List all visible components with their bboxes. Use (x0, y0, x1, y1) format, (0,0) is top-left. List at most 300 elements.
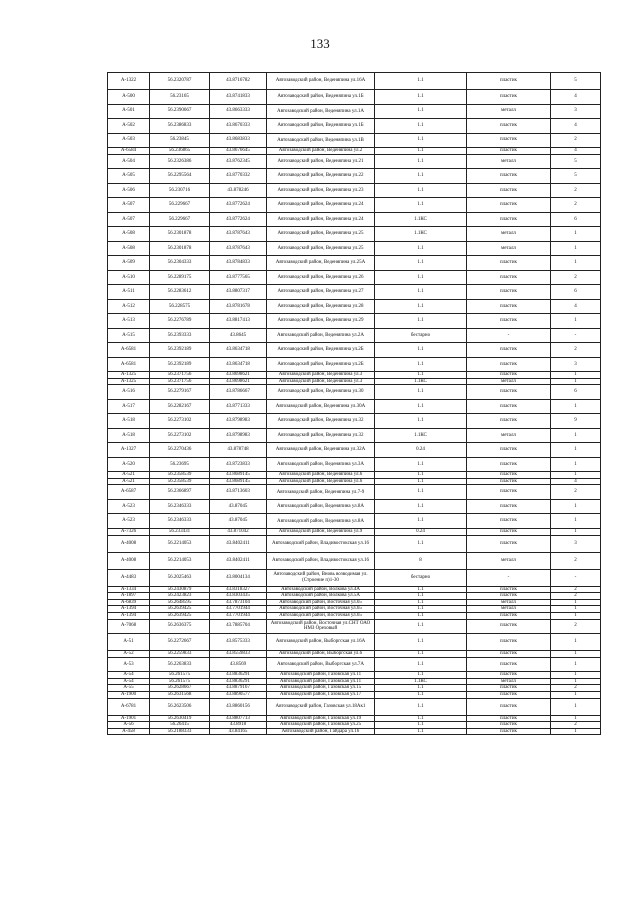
latitude-cell: 56.2639425 (150, 606, 210, 613)
material-cell: пластик (467, 586, 551, 593)
latitude-cell: 56.2631568 (150, 691, 210, 698)
volume-cell: 1.1 (375, 619, 467, 634)
volume-cell: 1.1 (375, 169, 467, 184)
address-cell: Автозаводский район, Веденяпина ул.27 (267, 285, 375, 300)
table-row (108, 399, 601, 414)
count-cell: 3 (551, 104, 601, 119)
latitude-cell: 56.2623506 (150, 698, 210, 715)
address-cell: Автозаводский район, Веденяпина ул.32А (267, 443, 375, 458)
site-id-cell: А-7068 (108, 619, 150, 634)
site-id-cell: А-516 (108, 385, 150, 400)
volume-cell: 1.1 (375, 385, 467, 400)
latitude-cell: 56.2272667 (150, 634, 210, 651)
latitude-cell: 56.2358539 (150, 472, 210, 479)
volume-cell: 1.1 (375, 514, 467, 529)
address-cell: Автозаводский район, Восточная ул.65 (267, 606, 375, 613)
material-cell: пластик (467, 499, 551, 514)
material-cell: пластик (467, 685, 551, 692)
count-cell: 1 (551, 378, 601, 385)
address-cell: Автозаводский район, Веденяпина ул.1Б (267, 90, 375, 105)
material-cell: пластик (467, 478, 551, 485)
count-cell: 2 (551, 685, 601, 692)
address-cell: Автозаводский район, Восточная ул.СНТ ОАО НМЗ Ореховый (267, 619, 375, 634)
material-cell: пластик (467, 651, 551, 658)
address-cell: Автозаводский район, Газовская ул.15 (267, 685, 375, 692)
page-number: 133 (310, 36, 330, 51)
count-cell: - (551, 328, 601, 343)
site-id-cell: А-503 (108, 133, 150, 148)
address-cell: Автозаводский район, Веденяпина ул.1В (267, 133, 375, 148)
latitude-cell: 56.2630419 (150, 715, 210, 722)
longitude-cell: 43.8781678 (210, 299, 267, 314)
address-cell: Автозаводский район, Веденяпина ул.2Б (267, 343, 375, 358)
table-row (108, 612, 601, 619)
site-id-cell: А-7326 (108, 528, 150, 535)
table-row (108, 119, 601, 134)
count-cell: 3 (551, 357, 601, 372)
count-cell: 6 (551, 285, 601, 300)
address-cell: Автозаводский район, Веденяпина ул.3 (267, 378, 375, 385)
longitude-cell: 43.7885704 (210, 619, 267, 634)
material-cell: металл (467, 227, 551, 242)
volume-cell: 1.1 (375, 599, 467, 606)
site-id-cell: А-523 (108, 514, 150, 529)
volume-cell: 1.1 (375, 634, 467, 651)
address-cell: Автозаводский район, Веденяпина ул.32 (267, 428, 375, 443)
address-cell: Автозаводский район, Владивостокская ул.16 (267, 535, 375, 552)
table-body (108, 73, 601, 735)
table-row (108, 691, 601, 698)
address-cell: Автозаводский район, Веденяпина ул.1Б (267, 119, 375, 134)
material-cell: пластик (467, 343, 551, 358)
address-cell: Автозаводский район, Веденяпина ул.3А (267, 457, 375, 472)
volume-cell: 1.1 (375, 612, 467, 619)
site-id-cell: А-508 (108, 227, 150, 242)
table-row (108, 90, 601, 105)
table-row (108, 698, 601, 715)
latitude-cell: 56.2639425 (150, 612, 210, 619)
site-id-cell: А-1394 (108, 612, 150, 619)
address-cell: Автозаводский район, Веденяпина ул.29 (267, 314, 375, 329)
longitude-cell: 43.8670333 (210, 119, 267, 134)
latitude-cell: 56.2366897 (150, 485, 210, 500)
address-cell: Автозаводский район, Веденяпина ул.16А (267, 73, 375, 90)
volume-cell: 1.1 (375, 357, 467, 372)
material-cell: металл (467, 378, 551, 385)
table-row (108, 457, 601, 472)
table-row (108, 514, 601, 529)
table-row (108, 169, 601, 184)
latitude-cell: 56.2392189 (150, 343, 210, 358)
count-cell: 1 (551, 514, 601, 529)
volume-cell: 1.1 (375, 672, 467, 679)
material-cell: пластик (467, 443, 551, 458)
latitude-cell: 56.261575 (150, 672, 210, 679)
volume-cell: 1.1КС (375, 212, 467, 227)
latitude-cell: 56.2289175 (150, 270, 210, 285)
latitude-cell: 56.2214053 (150, 552, 210, 569)
material-cell: пластик (467, 612, 551, 619)
latitude-cell: 56.2320787 (150, 73, 210, 90)
volume-cell: 1.1 (375, 728, 467, 735)
volume-cell: 1.1 (375, 314, 467, 329)
count-cell: 1 (551, 528, 601, 535)
table-row (108, 499, 601, 514)
volume-cell: бестарно (375, 328, 467, 343)
address-cell: Автозаводский район, Веденяпина ул.22 (267, 169, 375, 184)
volume-cell: 0.24 (375, 528, 467, 535)
latitude-cell: 56.2276789 (150, 314, 210, 329)
table-row (108, 73, 601, 90)
count-cell: 1 (551, 657, 601, 672)
site-id-cell: А-506 (108, 183, 150, 198)
latitude-cell: 56.2273102 (150, 414, 210, 429)
table-row (108, 104, 601, 119)
site-id-cell: А-6581 (108, 343, 150, 358)
count-cell: 1 (551, 399, 601, 414)
count-cell: 2 (551, 343, 601, 358)
table-row (108, 328, 601, 343)
address-cell: Автозаводский район, Газовская ул.11 (267, 678, 375, 685)
count-cell: 5 (551, 73, 601, 90)
count-cell: 1 (551, 634, 601, 651)
count-cell: 3 (551, 535, 601, 552)
volume-cell: 1.1 (375, 414, 467, 429)
latitude-cell: 56.2371756 (150, 378, 210, 385)
site-id-cell: А-1322 (108, 73, 150, 90)
longitude-cell: 43.8784833 (210, 256, 267, 271)
material-cell: металл (467, 552, 551, 569)
count-cell: 6 (551, 385, 601, 400)
longitude-cell: 43.8698621 (210, 378, 267, 385)
longitude-cell: 43.878748 (210, 443, 267, 458)
table-row (108, 528, 601, 535)
address-cell: Автозаводский район, Веденяпина ул.7-9 (267, 485, 375, 500)
longitude-cell: 43.8723833 (210, 457, 267, 472)
count-cell: 2 (551, 270, 601, 285)
site-id-cell: А-518 (108, 428, 150, 443)
longitude-cell: 43.8807713 (210, 715, 267, 722)
longitude-cell: 43.8787643 (210, 241, 267, 256)
site-id-cell: А-1327 (108, 443, 150, 458)
longitude-cell: 43.87045 (210, 514, 267, 529)
site-id-cell: А-6781 (108, 698, 150, 715)
address-cell: Автозаводский район, Веденяпина ул.30 (267, 385, 375, 400)
material-cell: пластик (467, 485, 551, 500)
count-cell: 5 (551, 154, 601, 169)
site-id-cell: А-520 (108, 457, 150, 472)
address-cell: Автозаводский район, Веденяпина ул.3 (267, 372, 375, 379)
site-id-cell: А-512 (108, 299, 150, 314)
address-cell: Автозаводский район, Восточная ул.65 (267, 599, 375, 606)
longitude-cell: 43.8575333 (210, 634, 267, 651)
site-id-cell: А-56 (108, 722, 150, 729)
count-cell: 5 (551, 169, 601, 184)
site-id-cell: А-518 (108, 414, 150, 429)
material-cell: пластик (467, 169, 551, 184)
count-cell: 9 (551, 414, 601, 429)
volume-cell: 1.1 (375, 593, 467, 600)
count-cell: 1 (551, 678, 601, 685)
volume-cell: 1.1 (375, 472, 467, 479)
table-row (108, 443, 601, 458)
address-cell: Автозаводский район, Веденяпина ул.6 (267, 478, 375, 485)
table-row (108, 154, 601, 169)
volume-cell: 1.1 (375, 119, 467, 134)
latitude-cell: 56.2636375 (150, 619, 210, 634)
material-cell: металл (467, 428, 551, 443)
longitude-cell: 43.87045 (210, 499, 267, 514)
address-cell: Автозаводский район, Веденяпина ул.2А (267, 328, 375, 343)
volume-cell: 1.1 (375, 299, 467, 314)
latitude-cell: 56.2346333 (150, 514, 210, 529)
address-cell: Автозаводский район, Веденяпина ул.6 (267, 472, 375, 479)
latitude-cell: 56.2273102 (150, 428, 210, 443)
table-row (108, 478, 601, 485)
material-cell: пластик (467, 270, 551, 285)
latitude-cell: 56.2371756 (150, 372, 210, 379)
material-cell: пластик (467, 715, 551, 722)
material-cell: металл (467, 154, 551, 169)
latitude-cell: 56.236865 (150, 148, 210, 155)
material-cell: пластик (467, 119, 551, 134)
material-cell: пластик (467, 357, 551, 372)
site-id-cell: А-507 (108, 212, 150, 227)
count-cell: 1 (551, 691, 601, 698)
table-row (108, 256, 601, 271)
site-id-cell: А-1897 (108, 593, 150, 600)
table-row (108, 148, 601, 155)
count-cell: 2 (551, 619, 601, 634)
latitude-cell: 56.261575 (150, 678, 210, 685)
count-cell: 1 (551, 227, 601, 242)
count-cell: 1 (551, 443, 601, 458)
material-cell: пластик (467, 535, 551, 552)
longitude-cell: 43.8634718 (210, 357, 267, 372)
address-cell: Автозаводский район, Веденяпина ул.25 (267, 241, 375, 256)
latitude-cell: 56.2025463 (150, 569, 210, 586)
site-id-cell: А-4008 (108, 535, 150, 552)
latitude-cell: 56.23695 (150, 457, 210, 472)
table-row (108, 619, 601, 634)
latitude-cell: 56.2386833 (150, 119, 210, 134)
material-cell: пластик (467, 385, 551, 400)
count-cell: - (551, 569, 601, 586)
address-cell: Автозаводский район, Газовская ул.11 (267, 672, 375, 679)
material-cell: пластик (467, 256, 551, 271)
material-cell: пластик (467, 619, 551, 634)
count-cell: 2 (551, 586, 601, 593)
table-row (108, 593, 601, 600)
longitude-cell: 43.8689145 (210, 478, 267, 485)
site-id-cell: А-54 (108, 672, 150, 679)
count-cell: 1 (551, 651, 601, 658)
volume-cell: 1.1КС (375, 678, 467, 685)
latitude-cell: 56.26415 (150, 722, 210, 729)
volume-cell: 1.1 (375, 499, 467, 514)
count-cell: 2 (551, 133, 601, 148)
table-row (108, 385, 601, 400)
material-cell: пластик (467, 133, 551, 148)
material-cell: металл (467, 104, 551, 119)
count-cell: 1 (551, 241, 601, 256)
material-cell: металл (467, 678, 551, 685)
table-row (108, 535, 601, 552)
longitude-cell: 43.8918 (210, 722, 267, 729)
latitude-cell: 56.2188333 (150, 728, 210, 735)
count-cell: 1 (551, 612, 601, 619)
table-row (108, 133, 601, 148)
volume-cell: 1.1 (375, 183, 467, 198)
table-row (108, 357, 601, 372)
longitude-cell: 43.8777565 (210, 270, 267, 285)
material-cell: пластик (467, 73, 551, 90)
material-cell: пластик (467, 528, 551, 535)
site-id-cell: А-55 (108, 685, 150, 692)
longitude-cell: 43.8698621 (210, 372, 267, 379)
longitude-cell: 43.8772624 (210, 212, 267, 227)
longitude-cell: 43.8798983 (210, 428, 267, 443)
site-id-cell: А-51 (108, 634, 150, 651)
container-sites-table-wrap (107, 72, 600, 735)
material-cell: - (467, 328, 551, 343)
material-cell: пластик (467, 514, 551, 529)
volume-cell: 1.1 (375, 343, 467, 358)
site-id-cell: А-508 (108, 241, 150, 256)
volume-cell: 1.1 (375, 606, 467, 613)
latitude-cell: 56.2358539 (150, 478, 210, 485)
latitude-cell: 56.230716 (150, 183, 210, 198)
latitude-cell: 56.2304333 (150, 256, 210, 271)
count-cell: 1 (551, 499, 601, 514)
volume-cell: 1.1КС (375, 428, 467, 443)
address-cell: Автозаводский район, Восточная ул.65 (267, 612, 375, 619)
longitude-cell: 43.8741833 (210, 90, 267, 105)
site-id-cell: А-521 (108, 472, 150, 479)
latitude-cell: 56.2279167 (150, 385, 210, 400)
longitude-cell: 43.8798983 (210, 414, 267, 429)
table-row (108, 343, 601, 358)
volume-cell: 1.1 (375, 90, 467, 105)
address-cell: Автозаводский район, Газовская ул.25 (267, 722, 375, 729)
table-row (108, 715, 601, 722)
site-id-cell: А-510 (108, 270, 150, 285)
table-row (108, 485, 601, 500)
container-sites-table (107, 72, 601, 735)
address-cell: Автозаводский район, Волкова ул.4А (267, 586, 375, 593)
table-row (108, 241, 601, 256)
longitude-cell: 43.8569 (210, 657, 267, 672)
volume-cell: 1.1 (375, 198, 467, 213)
longitude-cell: 43.8716782 (210, 73, 267, 90)
volume-cell: 1.1 (375, 148, 467, 155)
material-cell: пластик (467, 285, 551, 300)
count-cell: 4 (551, 299, 601, 314)
volume-cell: 1.1 (375, 241, 467, 256)
volume-cell: бестарно (375, 569, 467, 586)
site-id-cell: А-501 (108, 104, 150, 119)
longitude-cell: 43.7701944 (210, 606, 267, 613)
address-cell: Автозаводский район, Газовская ул.17 (267, 691, 375, 698)
longitude-cell: 43.8402411 (210, 535, 267, 552)
latitude-cell: 56.23845 (150, 133, 210, 148)
table-row (108, 472, 601, 479)
count-cell: 1 (551, 698, 601, 715)
table-row (108, 314, 601, 329)
count-cell: 2 (551, 198, 601, 213)
table-row (108, 586, 601, 593)
longitude-cell: 43.8890577 (210, 691, 267, 698)
longitude-cell: 43.8786667 (210, 385, 267, 400)
site-id-cell: А-53 (108, 657, 150, 672)
count-cell: 4 (551, 90, 601, 105)
volume-cell: 1.1 (375, 457, 467, 472)
site-id-cell: А-515 (108, 328, 150, 343)
longitude-cell: 43.8787643 (210, 227, 267, 242)
longitude-cell: 43.8689145 (210, 472, 267, 479)
material-cell: пластик (467, 593, 551, 600)
address-cell: Автозаводский район, Веденяпина ул.2 (267, 148, 375, 155)
latitude-cell: 56.229667 (150, 198, 210, 213)
table-row (108, 285, 601, 300)
count-cell: 1 (551, 472, 601, 479)
longitude-cell: 43.8645 (210, 328, 267, 343)
volume-cell: 8 (375, 552, 467, 569)
count-cell: 1 (551, 428, 601, 443)
latitude-cell: 56.2270436 (150, 443, 210, 458)
address-cell: Автозаводский район, Выборгская ул.6 (267, 651, 375, 658)
longitude-cell: 43.8836291 (210, 678, 267, 685)
latitude-cell: 56.2295564 (150, 169, 210, 184)
material-cell: металл (467, 241, 551, 256)
table-row (108, 227, 601, 242)
longitude-cell: 43.8402411 (210, 552, 267, 569)
material-cell: пластик (467, 183, 551, 198)
volume-cell: 1.1 (375, 535, 467, 552)
address-cell: Автозаводский район, Выборгская ул.7А (267, 657, 375, 672)
material-cell: пластик (467, 691, 551, 698)
latitude-cell: 56.2423823 (150, 593, 210, 600)
latitude-cell: 56.233431 (150, 528, 210, 535)
latitude-cell: 56.2214053 (150, 535, 210, 552)
material-cell: пластик (467, 148, 551, 155)
volume-cell: 1.1 (375, 73, 467, 90)
site-id-cell: А-458 (108, 728, 150, 735)
address-cell: Автозаводский район, Вновь возводимая ул. (Строение п)1-30 (267, 569, 375, 586)
latitude-cell: 56.2392189 (150, 357, 210, 372)
latitude-cell: 56.2326386 (150, 154, 210, 169)
site-id-cell: А-6581 (108, 357, 150, 372)
longitude-cell: 43.8879167 (210, 685, 267, 692)
address-cell: Автозаводский район, Веденяпина ул.26 (267, 270, 375, 285)
longitude-cell: 43.8770332 (210, 169, 267, 184)
latitude-cell: 56.2283612 (150, 285, 210, 300)
material-cell: металл (467, 599, 551, 606)
table-row (108, 651, 601, 658)
address-cell: Автозаводский район, Газовская ул.19 (267, 715, 375, 722)
site-id-cell: А-523 (108, 499, 150, 514)
material-cell: пластик (467, 672, 551, 679)
table-row (108, 606, 601, 613)
material-cell: пластик (467, 90, 551, 105)
address-cell: Автозаводский район, Волкова ул.5А (267, 593, 375, 600)
address-cell: Автозаводский район, Гайдара ул.16 (267, 728, 375, 735)
address-cell: Автозаводский район, Веденяпина ул.24 (267, 198, 375, 213)
table-row (108, 198, 601, 213)
latitude-cell: 56.2282167 (150, 399, 210, 414)
longitude-cell: 43.8303435 (210, 593, 267, 600)
table-row (108, 569, 601, 586)
